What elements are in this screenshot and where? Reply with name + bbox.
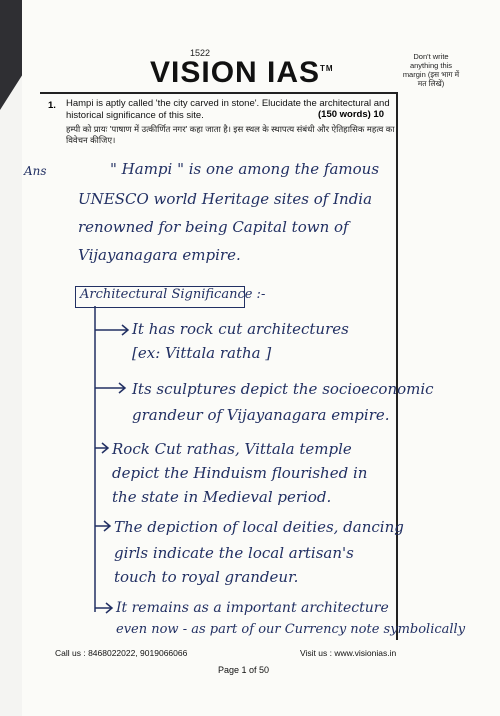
section-heading: Architectural Significance :-	[80, 287, 266, 302]
trademark: TM	[320, 64, 334, 73]
point-1-line-1: It has rock cut architectures	[132, 320, 349, 338]
intro-line-1: " Hampi " is one among the famous	[110, 160, 380, 178]
point-4-line-1: The depiction of local deities, dancing	[114, 518, 404, 536]
point-1-line-2: [ex: Vittala ratha ]	[132, 344, 272, 362]
footer-website: Visit us : www.visionias.in	[300, 648, 397, 658]
paper-code: 1522	[190, 48, 211, 58]
answer-label: Ans	[24, 164, 47, 178]
point-5-line-2: even now - as part of our Currency note symbolically	[116, 622, 466, 637]
point-2-line-2: grandeur of Vijayanagara empire.	[132, 406, 390, 424]
brand-title: VISION IAS™	[150, 56, 334, 89]
point-4-line-2: girls indicate the local artisan's	[114, 544, 354, 562]
point-4-line-3: touch to royal grandeur.	[114, 568, 299, 586]
question-hindi: हम्पी को प्रायः 'पाषाण में उत्कीर्णित नगर' कहा जाता है। इस स्थल के स्थापत्य संबंधी और ऐतिहासिक महत्व का विवेचन कीजिए।	[66, 124, 395, 145]
point-3-line-3: the state in Medieval period.	[112, 488, 332, 506]
intro-line-3: renowned for being Capital town of	[78, 218, 349, 236]
question-marks: (150 words) 10	[318, 109, 384, 120]
footer-phone: Call us : 8468022022, 9019066066	[55, 648, 188, 658]
intro-line-4: Vijayanagara empire.	[78, 246, 241, 264]
question-number: 1.	[48, 100, 56, 111]
point-5-line-1: It remains as a important architecture	[116, 600, 389, 616]
point-3-line-1: Rock Cut rathas, Vittala temple	[112, 440, 352, 458]
question-text: Hampi is aptly called 'the city carved in stone'. Elucidate the architectural and historical significance of this site.	[66, 98, 390, 121]
intro-line-2: UNESCO world Heritage sites of India	[78, 190, 373, 208]
point-2-line-1: Its sculptures depict the socioeconomic	[132, 380, 434, 398]
margin-note: Don't write anything this margin (इस भाग में मत लिखें)	[402, 52, 460, 88]
point-3-line-2: depict the Hinduism flourished in	[112, 464, 368, 482]
page-number: Page 1 of 50	[218, 665, 270, 675]
